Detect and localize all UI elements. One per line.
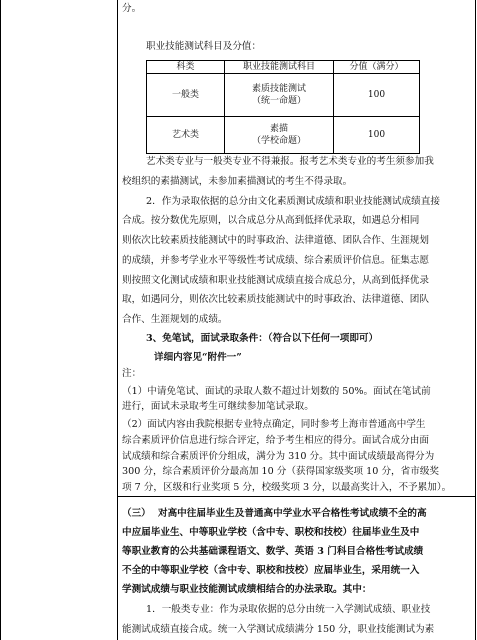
table-border-right (475, 0, 476, 640)
note-line: 试成绩和综合素质评价分组成，满分为 310 分。其中面试成绩最高得分为 (122, 451, 435, 462)
paragraph-line: 艺术类专业与一般类专业不得兼报。报考艺术类专业的考生须参加我 (146, 156, 434, 167)
subject-line: 素描 (269, 124, 288, 134)
appendix-reference: 详细内容见“附件一” (154, 352, 242, 363)
bold-line: 等职业教育的公共基础课程语文、数学、英语 3 门科目合格性考试成绩 (122, 546, 424, 557)
column-divider (117, 0, 118, 640)
bold-line: 不全的中等职业学校（含中专、职校和技校）应届毕业生，采用统一入 (122, 565, 420, 576)
note-line: 300 分，综合素质评价分最高加 10 分（获得国家级奖项 10 分，省市级奖 (122, 466, 440, 477)
row-subject (225, 74, 334, 117)
subject-note: （学校命题） (251, 136, 306, 146)
table-row (147, 74, 420, 117)
note-label: 注： (122, 368, 142, 379)
section-label: （三） (122, 508, 151, 519)
header-subject: 职业技能测试科目 (225, 61, 334, 74)
bold-line: 对高中往届毕业生及普通高中学业水平合格性考试成绩不全的高 (158, 508, 427, 519)
paragraph-line: 2．作为录取依据的总分由文化素质测试成绩和职业技能测试成绩直接 (146, 196, 440, 207)
heading-exemption: 3、免笔试，面试录取条件：（符合以下任何一项即可） (146, 333, 379, 344)
row-score: 100 (334, 74, 420, 117)
paragraph-line: 1．一般类专业：作为录取依据的总分由统一入学测试成绩、职业技 (146, 604, 431, 615)
bold-line: 中应届毕业生、中等职业学校（含中专、职校和技校）往届毕业生及中 (122, 527, 420, 538)
note-line: （2）面试内容由我院根据专业特点确定，同时参考上海市普通高中学生 (122, 419, 426, 430)
row-category: 艺术类 (147, 117, 225, 154)
header-category: 科类 (147, 61, 225, 74)
row-subject (225, 117, 334, 154)
paragraph-line: 能测试成绩直接合成。统一入学测试成绩满分 150 分，职业技能测试为素 (122, 624, 435, 635)
paragraph-line: 合作、生涯规划的成绩。 (122, 314, 228, 325)
top-fragment: 分。 (122, 3, 142, 14)
header-score: 分值（满分） (334, 61, 420, 74)
note-line: 项 7 分，区级和行业奖项 5 分，校级奖项 3 分，以最高奖计入，不予累加）。 (122, 482, 452, 493)
note-line: 综合素质评价信息进行综合评定，给予考生相应的得分。面试合成分由面 (122, 435, 429, 446)
note-line: 进行，面试未录取考生可继续参加笔试录取。 (122, 401, 314, 412)
row-score: 100 (334, 117, 420, 154)
paragraph-line: 的成绩，并参考学业水平等级性考试成绩、综合素质评价信息。征集志愿 (122, 255, 429, 266)
paragraph-line: 则依次比较素质技能测试中的时事政治、法律道德、团队合作、生涯规划 (122, 235, 429, 246)
bold-line: 学测试成绩与职业技能测试成绩相结合的办法录取。其中： (122, 584, 372, 595)
table-title: 职业技能测试科目及分值： (146, 41, 262, 52)
note-line: （1）中请免笔试、面试的录取人数不超过计划数的 50%。面试在笔试前 (122, 386, 431, 397)
table-row (147, 117, 420, 154)
paragraph-line: 校组织的素描测试，未参加素描测试的考生不得录取。 (122, 176, 353, 187)
paragraph-line: 合成。按分数优先原则，以合成总分从高到低择优录取，如遇总分相同 (122, 215, 420, 226)
row-category: 一般类 (147, 74, 225, 117)
paragraph-line: 取，如遇同分，则依次比较素质技能测试中的时事政治、法律道德、团队 (122, 294, 429, 305)
subject-line: 素质技能测试 (251, 84, 306, 94)
row-divider (117, 496, 476, 497)
subject-note: （统一命题） (251, 96, 306, 106)
subject-score-table (146, 60, 420, 154)
paragraph-line: 则按照文化测试成绩和职业技能测试成绩直接合成总分，从高到低择优录 (122, 275, 429, 286)
table-border-left (0, 0, 1, 640)
